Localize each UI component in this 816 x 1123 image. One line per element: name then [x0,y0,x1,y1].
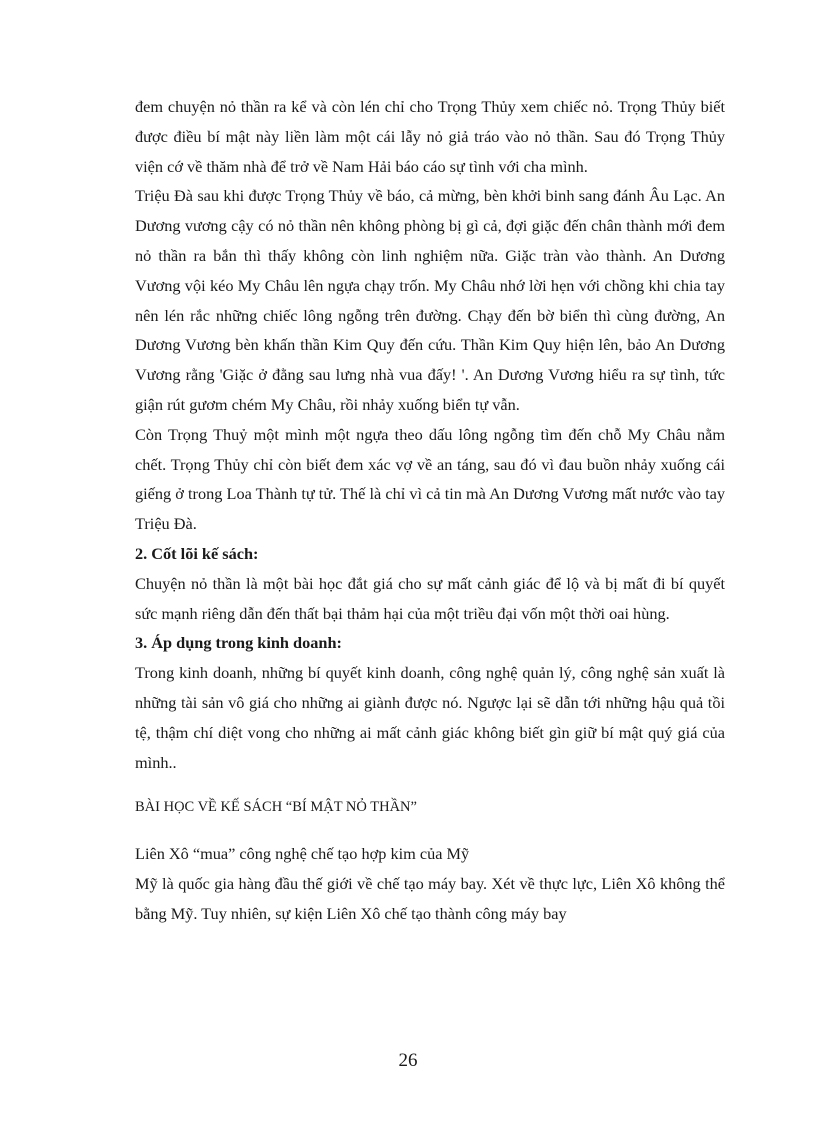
spacer [135,823,725,839]
core-paragraph: Chuyện nỏ thần là một bài học đắt giá cho sự mất cảnh giác để lộ và bị mất đi bí quyết sức mạnh riêng dẫn đến thất bại thảm hại của một triều đại vốn một thời oai hùng. [135,573,725,623]
spacer [135,777,725,793]
body-paragraph: Còn Trọng Thuỷ một mình một ngựa theo dấu lông ngỗng tìm đến chỗ My Châu nằm chết. Trọng Thủy chỉ còn biết đem xác vợ về an táng, sau đó vì đau buồn nhảy xuống cái giếng ở trong Loa Thành tự tử. Thế là chỉ vì cả tin mà An Dương Vương mất nước vào tay Triệu Đà. [135,424,725,534]
page-number: 26 [398,1050,418,1071]
page-content [135,92,725,929]
body-paragraph: đem chuyện nỏ thần ra kể và còn lén chỉ cho Trọng Thủy xem chiếc nỏ. Trọng Thủy biết được điều bí mật này liền làm một cái lẫy nỏ giả tráo vào nỏ thần. Sau đó Trọng Thủy viện cớ về thăm nhà để trở về Nam Hải báo cáo sự tình với cha mình. [135,97,725,176]
story-title: Liên Xô “mua” công nghệ chế tạo hợp kim của Mỹ [135,844,470,864]
lesson-title: BÀI HỌC VỀ KẾ SÁCH “BÍ MẬT NỎ THẦN” [135,799,417,816]
body-paragraph: Triệu Đà sau khi được Trọng Thủy về báo, cả mừng, bèn khởi binh sang đánh Âu Lạc. An Dương vương cậy có nỏ thần nên không phòng bị gì cả, đợi giặc đến chân thành mới đem nỏ thần ra bắn thì thấy không còn linh nghiệm nữa. Giặc tràn vào thành. An Dương Vương vội kéo My Châu lên ngựa chạy trốn. My Châu nhớ lời hẹn với chồng khi chia tay nên lén rắc những chiếc lông ngỗng trên đường. Chạy đến bờ biển thì cùng đường, An Dương Vương bèn khấn thần Kim Quy đến cứu. Thần Kim Quy hiện lên, bảo An Dương Vương rằng 'Giặc ở đằng sau lưng nhà vua đấy! '. An Dương Vương hiểu ra sự tình, tức giận rút gươm chém My Châu, rồi nhảy xuống biển tự vẫn. [135,186,725,414]
business-paragraph: Trong kinh doanh, những bí quyết kinh doanh, công nghệ quản lý, công nghệ sản xuất là những tài sản vô giá cho những ai giành được nó. Ngược lại sẽ dẫn tới những hậu quả tồi tệ, thậm chí diệt vong cho những ai mất cảnh giác không biết gìn giữ bí mật quý giá của mình.. [135,663,725,772]
story-paragraph: Mỹ là quốc gia hàng đầu thế giới về chế tạo máy bay. Xét về thực lực, Liên Xô không thể bằng Mỹ. Tuy nhiên, sự kiện Liên Xô chế tạo thành công máy bay [135,873,725,923]
section-heading-core: 2. Cốt lõi kế sách: [135,543,259,563]
section-heading-business: 3. Áp dụng trong kinh doanh: [135,633,342,653]
